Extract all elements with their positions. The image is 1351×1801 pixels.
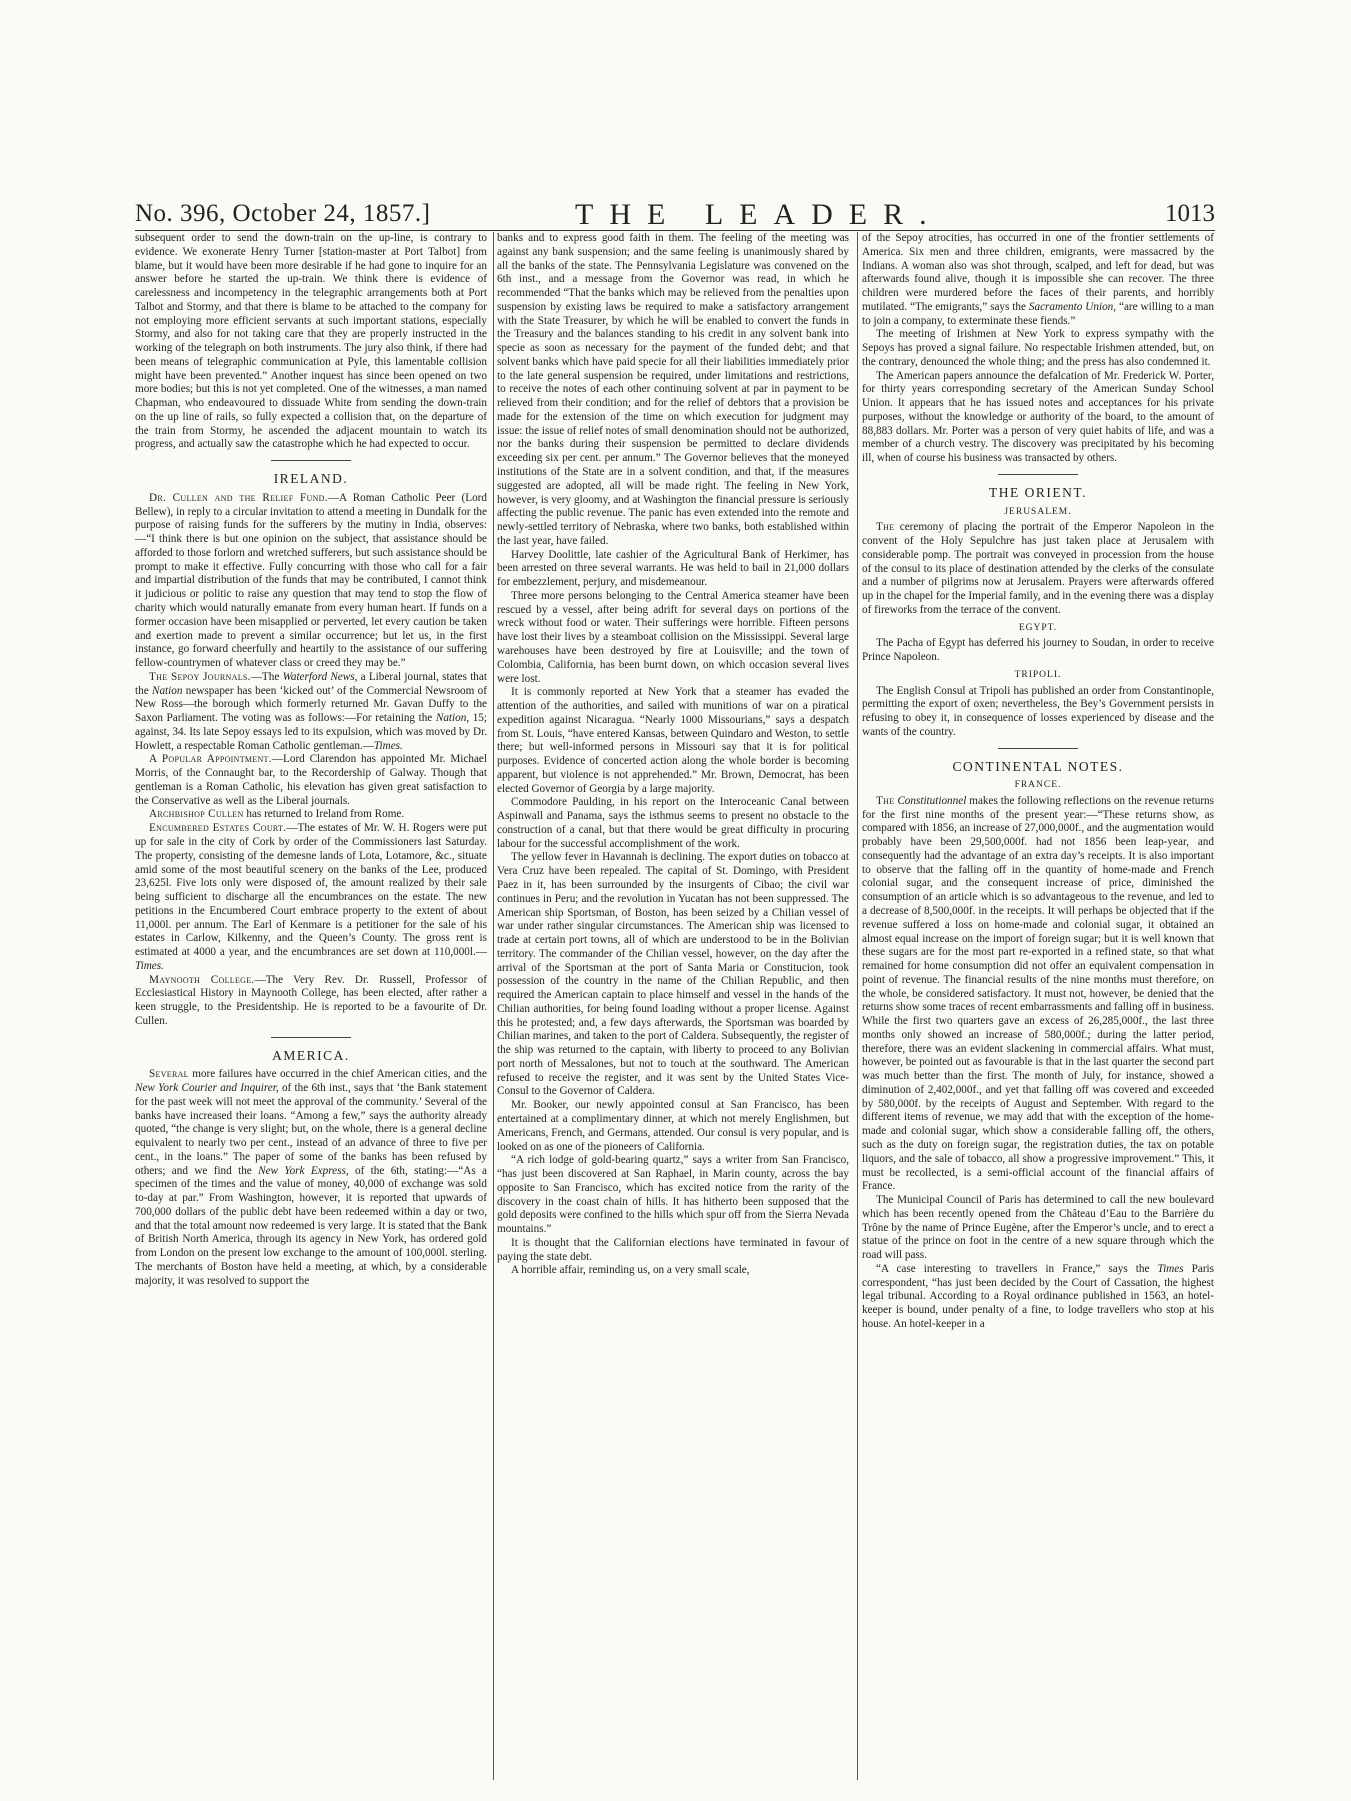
section-divider: [271, 1037, 351, 1038]
article-paragraph: Dr. Cullen and the Relief Fund.—A Roman Catholic Peer (Lord Bellew), in reply to a circular invitation to attend a meeting in Dundalk for the purpose of raising funds for the sufferers by the mutiny in India, observes:—“I think there is but one opinion on the subject, that assistance should be afforded to those forlorn and wretched sufferers, but such assistance should be prompt to make it effective. Fully concurring with those who call for a fair and impartial distribution of the funds that may be contributed, I cannot think it judicious or politic to raise any question that may tend to stop the flow of charity which would naturally emanate from every human heart. If funds on a former occasion have been misapplied or perverted, let every caution be taken and exertion made to prevent a similar occurrence; but let us, in the first instance, go forward cheerfully and heartily to the assistance of our suffering fellow-countrymen of whatever class or creed they may be.”: [135, 491, 487, 670]
section-heading-orient: THE ORIENT.: [989, 485, 1087, 501]
article-paragraph: Several more failures have occurred in the chief American cities, and the New York Courier and Inquirer, of the 6th inst., says that ‘the Bank statement for the past week will not meet the approval of the community.’ Several of the banks have increased their loans. “Among a few,” says the authority already quoted, “the change is very slight; but, on the whole, there is a general decline equivalent to nearly two per cent., instead of an advance of three to five per cent., in the loans.” The paper of some of the banks has been refused by others; and we find the New York Express, of the 6th, stating:—“As a specimen of the times and the value of money, 40,000 of exchange was sold to-day at par.” From Washington, however, it is reported that upwards of 700,000 dollars of the public debt have been redeemed within a day or two, and that the total amount now redeemed is very large. It is stated that the Bank of British North America, through its agency in New York, has ordered gold from London on the present low exchange to the amount of 100,000l. sterling. The merchants of Boston have held a meeting, at which, by a considerable majority, it was resolved to support the: [135, 1068, 487, 1287]
subheading-egypt: EGYPT.: [1018, 622, 1058, 633]
article-paragraph: It is thought that the Californian elections have terminated in favour of paying the state debt.: [497, 1236, 849, 1263]
section-heading-continental-notes: CONTINENTAL NOTES.: [952, 758, 1124, 774]
article-paragraph: The English Consul at Tripoli has published an order from Constantinople, permitting the export of oxen; nevertheless, the Bey’s Government persists in refusing to obey it, in consequence of losses experienced by disease and the wants of the country.: [862, 684, 1214, 738]
section-divider: [998, 474, 1078, 475]
masthead: [135, 198, 1215, 231]
section-heading-america: AMERICA.: [272, 1047, 350, 1063]
article-paragraph: of the Sepoy atrocities, has occurred in one of the frontier settlements of America. Six men and three children, emigrants, were massacred by the Indians. A woman also was shot through, scalped, and left for dead, but was afterwards found alive, though it is impossible she can recover. The three children were murdered before the faces of their parents, and horribly mutilated. “The emigrants,” says the Sacramento Union, “are willing to a man to join a company, to exterminate these fiends.”: [862, 232, 1214, 327]
article-paragraph: The yellow fever in Havannah is declining. The export duties on tobacco at Vera Cruz have been repealed. The capital of St. Domingo, with President Paez in it, has been surrounded by the insurgents of Cibao; the civil war continues in Peru; and the revolution in Yucatan has not been suppressed. The American ship Sportsman, of Boston, has been seized by a Chilian vessel of war under rather singular circumstances. The American ship was licensed to trade at certain port towns, all of which are understood to be in the Bolivian territory. The commander of the Chilian vessel, however, on the day after the arrival of the Sportsman at the port of Santa Maria or Constitucion, took possession of the country in the name of the Chilian Republic, and then required the American captain to place himself and vessel in the hands of the Chilian authorities, for being found loading without a proper license. Against this he protested; and, a few days afterwards, the Sportsman was boarded by Chilian marines, and taken to the port of Caldera. Subsequently, the register of the ship was returned to the captain, with liberty to proceed to any Bolivian port north of Messalones, but not to touch at the southward. The American refused to receive the register, and it was sent by the United States Vice-Consul to the Governor of Caldera.: [497, 851, 849, 1098]
article-paragraph: Harvey Doolittle, late cashier of the Agricultural Bank of Herkimer, has been arrested on three several warrants. He was held to bail in 21,000 dollars for embezzlement, perjury, and misdemeanour.: [497, 548, 849, 589]
subheading-tripoli: TRIPOLI.: [1014, 669, 1062, 680]
subheading-france: FRANCE.: [1014, 780, 1062, 791]
article-paragraph: subsequent order to send the down-train on the up-line, is contrary to evidence. We exonerate Henry Turner [station-master at Port Talbot] from blame, but it would have been more desirable if he had gone to inquire for an answer before he started the up-train. We think there is evidence of carelessness and incompetency in the telegraphic arrangements both at Port Talbot and Stormy, and that there is blame to be attached to the company for not employing more efficient servants at such important stations, especially Stormy, and also for not taking care that they are properly instructed in the working of the telegraph on both instruments. The jury also think, if there had been means of telegraphic communication at Pyle, this lamentable collision might have been prevented.” Another inquest has since been opened on two more bodies; but this is not yet completed. One of the witnesses, a man named Chapman, who endeavoured to dissuade White from sending the down-train on the up line of rails, so fully expected a collision that, on the departure of the train from Stormy, he ascended the adjacent mountain to watch its progress, and actually saw the catastrophe which he had expected to occur.: [135, 232, 487, 451]
section-divider: [998, 748, 1078, 749]
article-paragraph: Archbishop Cullen has returned to Ireland from Rome.: [149, 808, 405, 821]
article-paragraph: A horrible affair, reminding us, on a very small scale,: [511, 1264, 750, 1277]
paragraph-lead: Dr. Cullen and the Relief Fund.: [149, 491, 328, 504]
paragraph-lead: The: [876, 794, 895, 807]
paragraph-lead: Several: [149, 1068, 189, 1081]
paragraph-lead: Maynooth College.: [149, 973, 255, 986]
paragraph-lead: Encumbered Estates Court.: [149, 822, 287, 835]
article-paragraph: “A case interesting to travellers in France,” says the Times Paris correspondent, “has just been decided by the Court of Cassation, the highest legal tribunal. According to a Royal ordinance published in 1563, an hotel-keeper is bound, under penalty of a fine, to lodge travellers who stop at his house. An hotel-keeper in a: [862, 1262, 1214, 1330]
article-paragraph: Maynooth College.—The Very Rev. Dr. Russell, Professor of Ecclesiastical History in Maynooth College, has been elected, after rather a keen struggle, to the Presidentship. He is reported to be a favourite of Dr. Cullen.: [135, 973, 487, 1027]
article-paragraph: The meeting of Irishmen at New York to express sympathy with the Sepoys has proved a signal failure. No respectable Irishmen attended, but, on the contrary, denounced the whole thing; and the press has also condemned it.: [862, 328, 1214, 368]
subheading-jerusalem: JERUSALEM.: [1004, 506, 1072, 517]
article-paragraph: “A rich lodge of gold-bearing quartz,” says a writer from San Francisco, “has just been discovered at San Raphael, in Marin county, across the bay opposite to San Francisco, which has excited notice from the rarity of the discovery in the coast chain of hills. It has hitherto been supposed that the gold deposits were confined to the hills which spur off from the Sierra Nevada mountains.”: [497, 1154, 849, 1236]
article-paragraph: The Constitutionnel makes the following reflections on the revenue returns for the first nine months of the present year:—“These returns show, as compared with 1856, an increase of 27,000,000f., and the augmentation would probably have been 29,500,000f. had not 1856 been leap-year, and consequently had the advantage of an extra day’s receipts. It is also important to observe that the falling off in the quantity of home-made and French colonial sugar, and the consequent increase of price, diminished the consumption of an article which is so advantageous to the revenue, and led to a decrease of 8,500,000f. in the receipts. It will perhaps be objected that if the revenue suffered a loss on home-made and colonial sugar, it obtained an almost equal increase on the import of foreign sugar; but it is well known that these sugars are for the most part re-exported in a refined state, so that what remained for home consumption did not offer an equivalent compensation in point of revenue. The financial results of the nine months must therefore, on the whole, be considered satisfactory. It must not, however, be denied that the returns show some traces of recent embarrassments and falling off in business. While the first two quarters gave an excess of 26,285,000f., the last three months only showed an increase of 580,000f.; during the latter period, therefore, there was an evident slackening in commercial affairs. What must, however, be pointed out as favourable is that in the last quarter the second part was much better than the first. The month of July, for instance, showed a diminution of 2,402,000f., and yet that falling off was covered and exceeded by 580,000f. by the receipts of August and September. With regard to the different items of revenue, we may add that with the exception of the home-made and colonial sugar, which show a considerable falling off, the others, such as the duty on foreign sugar, the registration duties, the tax on potable liquors, and the sale of tobacco, all show a progressive improvement.” This, it must be recollected, is a semi-official account of the financial affairs of France.: [862, 794, 1214, 1193]
paragraph-lead: A Popular Appointment.: [149, 753, 272, 766]
article-paragraph: A Popular Appointment.—Lord Clarendon has appointed Mr. Michael Morris, of the Connaught bar, to the Recordership of Galway. Though that gentleman is a Roman Catholic, his elevation has given great satisfaction to the Conservative as well as the Liberal journals.: [135, 753, 487, 807]
paragraph-lead: The Sepoy Journals.: [149, 670, 251, 683]
article-paragraph: The American papers announce the defalcation of Mr. Frederick W. Porter, for thirty years corresponding secretary of the American Sunday School Union. It appears that he has issued notes and acceptances for his private purposes, without the knowledge or authority of the board, to the amount of 88,883 dollars. Mr. Porter was a person of very quiet habits of life, and was a member of a church vestry. The discovery was precipitated by his becoming ill, when of course his business was transacted by others.: [862, 369, 1214, 465]
paragraph-lead: Archbishop Cullen: [149, 808, 244, 821]
article-paragraph: The Sepoy Journals.—The Waterford News, a Liberal journal, states that the Nation newspaper has been ‘kicked out’ of the Commercial Newsroom of New Ross—the borough which formerly returned Mr. Gavan Duffy to the Saxon Parliament. The voting was as follows:—For retaining the Nation, 15; against, 34. Its late Sepoy essays led to its expulsion, which was moved by Dr. Howlett, a respectable Roman Catholic gentleman.—Times.: [135, 670, 487, 752]
article-paragraph: Commodore Paulding, in his report on the Interoceanic Canal between Aspinwall and Panama, says the isthmus seems to present no obstacle to the construction of a canal, but that there would be great difficulty in procuring labour for the successful accomplishment of the work.: [497, 796, 849, 850]
article-paragraph: The Pacha of Egypt has deferred his journey to Soudan, in order to receive Prince Napoleon.: [862, 637, 1214, 664]
section-heading-ireland: IRELAND.: [273, 471, 349, 487]
issue-line: No. 396, October 24, 1857.]: [135, 200, 431, 227]
article-paragraph: It is commonly reported at New York that a steamer has evaded the attention of the authorities, and sailed with munitions of war on a piratical expedition against Nicaragua. “Nearly 1000 Missourians,” says a despatch from St. Louis, “have entered Kansas, between Quindaro and Weston, to settle there; but well-informed persons in Missouri say that it is for political purposes. Evidence of concerted action along the whole border is becoming apparent, but violence is not apprehended.” Mr. Brown, Democrat, has been elected Governor of Georgia by a large majority.: [497, 686, 849, 795]
paper-title: THE LEADER.: [575, 198, 943, 231]
column-rule-1: [493, 232, 494, 1780]
column-2: [497, 232, 849, 1780]
article-paragraph: banks and to express good faith in them. The feeling of the meeting was against any bank suspension; and the same feeling is unanimously shared by all the banks of the state. The Pennsylvania Legislature was convened on the 6th inst., and a message from the Governor was read, in which he recommended “That the banks which may be relieved from the penalties upon suspension by existing laws be required to make a satisfactory arrangement with the State Treasurer, by which he will be enabled to convert the funds in the Treasury and the balances standing to his credit in any solvent bank into specie as soon as necessary for the payment of the funded debt; and that solvent banks which have paid specie for all their liabilities immediately prior to the late general suspension be required, under limitations and restrictions, to receive the notes of each other continuing solvent at par in payment to be relieved from their condition; and for the relief of debtors that a provision be made for the extension of the time on which execution for judgment may issue: the issue of relief notes of small denomination should not be authorized, nor the banks during their suspension be permitted to declare dividends exceeding six per cent. per annum.” The Governor believes that the moneyed institutions of the State are in a solvent condition, and that, if the measures suggested are adopted, all will be made right. The feeling in New York, however, is very gloomy, and at Washington the financial pressure is seriously affecting the public revenue. The panic has even extended into the remote and newly-settled territory of Nebraska, where two banks, both established within the last year, have failed.: [497, 232, 849, 547]
article-paragraph: Three more persons belonging to the Central America steamer have been rescued by a vessel, after being adrift for several days on portions of the wreck without food or water. Their sufferings were horrible. Fifteen persons have lost their lives by a steamboat collision on the Mississippi. Several large warehouses have been destroyed by fire at Louisville; and the town of Colombia, California, has been burnt down, on which occasion several lives were lost.: [497, 589, 849, 685]
section-divider: [271, 460, 351, 461]
masthead-rule: [135, 230, 1215, 231]
page-number: 1013: [1165, 200, 1215, 227]
paragraph-lead: The: [876, 521, 895, 534]
column-3: [862, 232, 1214, 1780]
column-rule-2: [857, 232, 858, 1780]
article-paragraph: The ceremony of placing the portrait of the Emperor Napoleon in the convent of the Holy Sepulchre has just taken place at Jerusalem with considerable pomp. The portrait was conveyed in procession from the house of the consul to its place of destination attended by the clerks of the consulate and a number of pilgrims now at Jerusalem. Prayers were afterwards offered up in the chapel for the Imperial family, and in the evening there was a display of fireworks from the terrace of the convent.: [862, 521, 1214, 616]
article-paragraph: Mr. Booker, our newly appointed consul at San Francisco, has been entertained at a complimentary dinner, at which not merely Englishmen, but Americans, French, and Germans, attended. Our consul is very popular, and is looked on as one of the pioneers of California.: [497, 1099, 849, 1153]
column-1: [135, 232, 487, 1780]
article-paragraph: The Municipal Council of Paris has determined to call the new boulevard which has been recently opened from the Château d’Eau to the Barrière du Trône by the name of Prince Eugène, after the Emperor’s uncle, and to erect a statue of the prince on foot in the centre of a new square through which the road will pass.: [862, 1194, 1214, 1262]
article-paragraph: Encumbered Estates Court.—The estates of Mr. W. H. Rogers were put up for sale in the city of Cork by order of the Commissioners last Saturday. The property, consisting of the demesne lands of Lota, Lotamore, &c., situate amid some of the most beautiful scenery on the banks of the Lee, produced 23,625l. Five lots only were disposed of, the amount realized by their sale being sufficient to discharge all the encumbrances on the estate. The new petitions in the Encumbered Court embrace property to the extent of about 11,000l. per annum. The Earl of Kenmare is a petitioner for the sale of his estates in Carlow, Kilkenny, and the Queen’s County. The gross rent is estimated at 4000 a year, and the encumbrances are set down at 110,000l.—Times.: [135, 822, 487, 972]
